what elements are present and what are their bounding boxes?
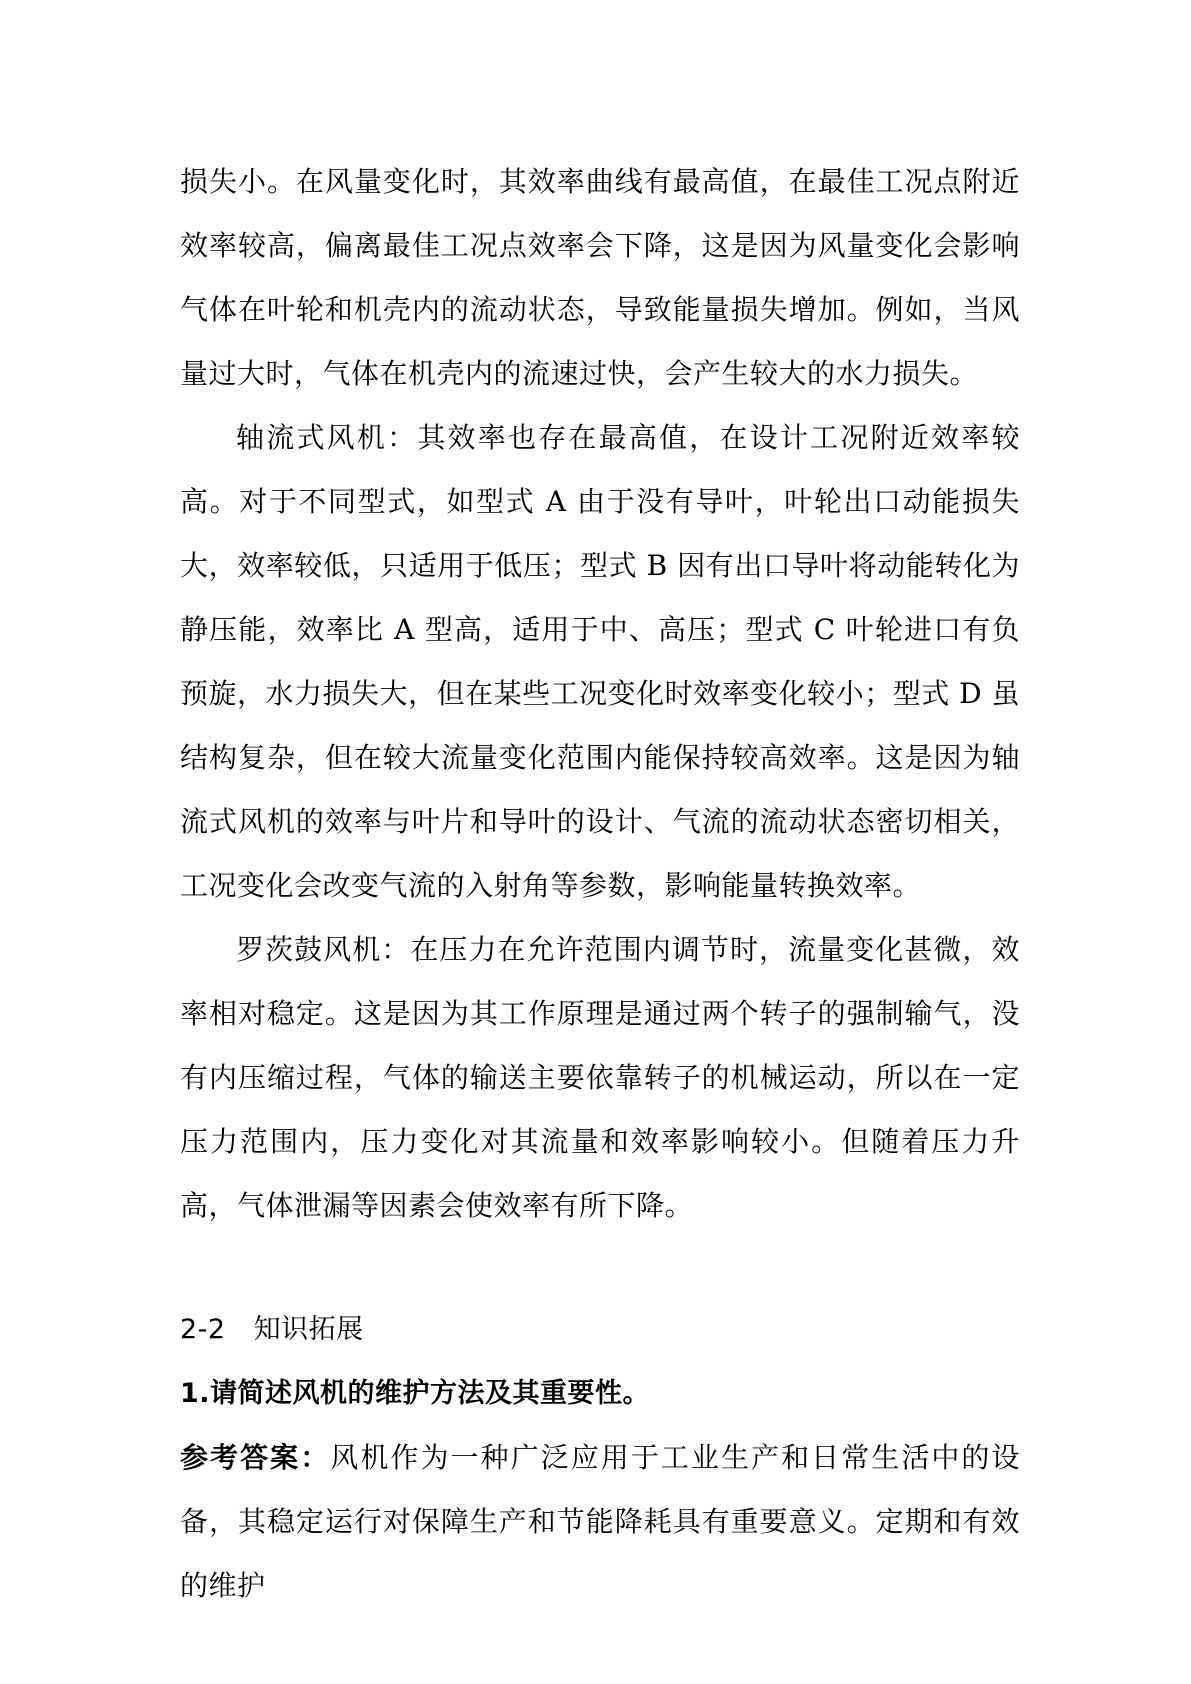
paragraph-centrifugal-efficiency: 损失小。在风量变化时，其效率曲线有最高值，在最佳工况点附近效率较高，偏离最佳工况点效率会下降，这是因为风量变化会影响气体在叶轮和机壳内的流动状态，导致能量损失增加。例如，当风量过大时，气体在机壳内的流速过快，会产生较大的水力损失。 [180,165,1020,390]
section-gap [180,1238,1020,1298]
answer-text: 风机作为一种广泛应用于工业生产和日常生活中的设备，其稳定运行对保障生产和节能降耗具有重要意义。定期和有效的维护 [180,1441,1020,1602]
paragraph-roots-blower: 罗茨鼓风机：在压力在允许范围内调节时，流量变化甚微，效率相对稳定。这是因为其工作原理是通过两个转子的强制输气，没有内压缩过程，气体的输送主要依靠转子的机械运动，所以在一定压力范围内，压力变化对其流量和效率影响较小。但随着压力升高，气体泄漏等因素会使效率有所下降。 [180,933,1020,1222]
section-number: 2-2 [180,1314,226,1345]
answer-label: 参考答案： [180,1441,331,1474]
question-heading: 1.请简述风机的维护方法及其重要性。 [180,1378,651,1409]
section-title: 知识拓展 [253,1314,364,1345]
section-heading [180,1298,1020,1362]
document-page [180,150,1020,1618]
paragraph-axial-fan: 轴流式风机：其效率也存在最高值，在设计工况附近效率较高。对于不同型式，如型式 A 由于没有导叶，叶轮出口动能损失大，效率较低，只适用于低压；型式 B 因有出口导叶将动能转化为静压能，效率比 A 型高，适用于中、高压；型式 C 叶轮进口有负预旋，水力损失大，但在某些工况变化时效率变化较小；型式 D 虽结构复杂，但在较大流量变化范围内能保持较高效率。这是因为轴流式风机的效率与叶片和导叶的设计、气流的流动状态密切相关，工况变化会改变气流的入射角等参数，影响能量转换效率。 [180,421,1020,902]
answer-paragraph [180,1426,1020,1618]
